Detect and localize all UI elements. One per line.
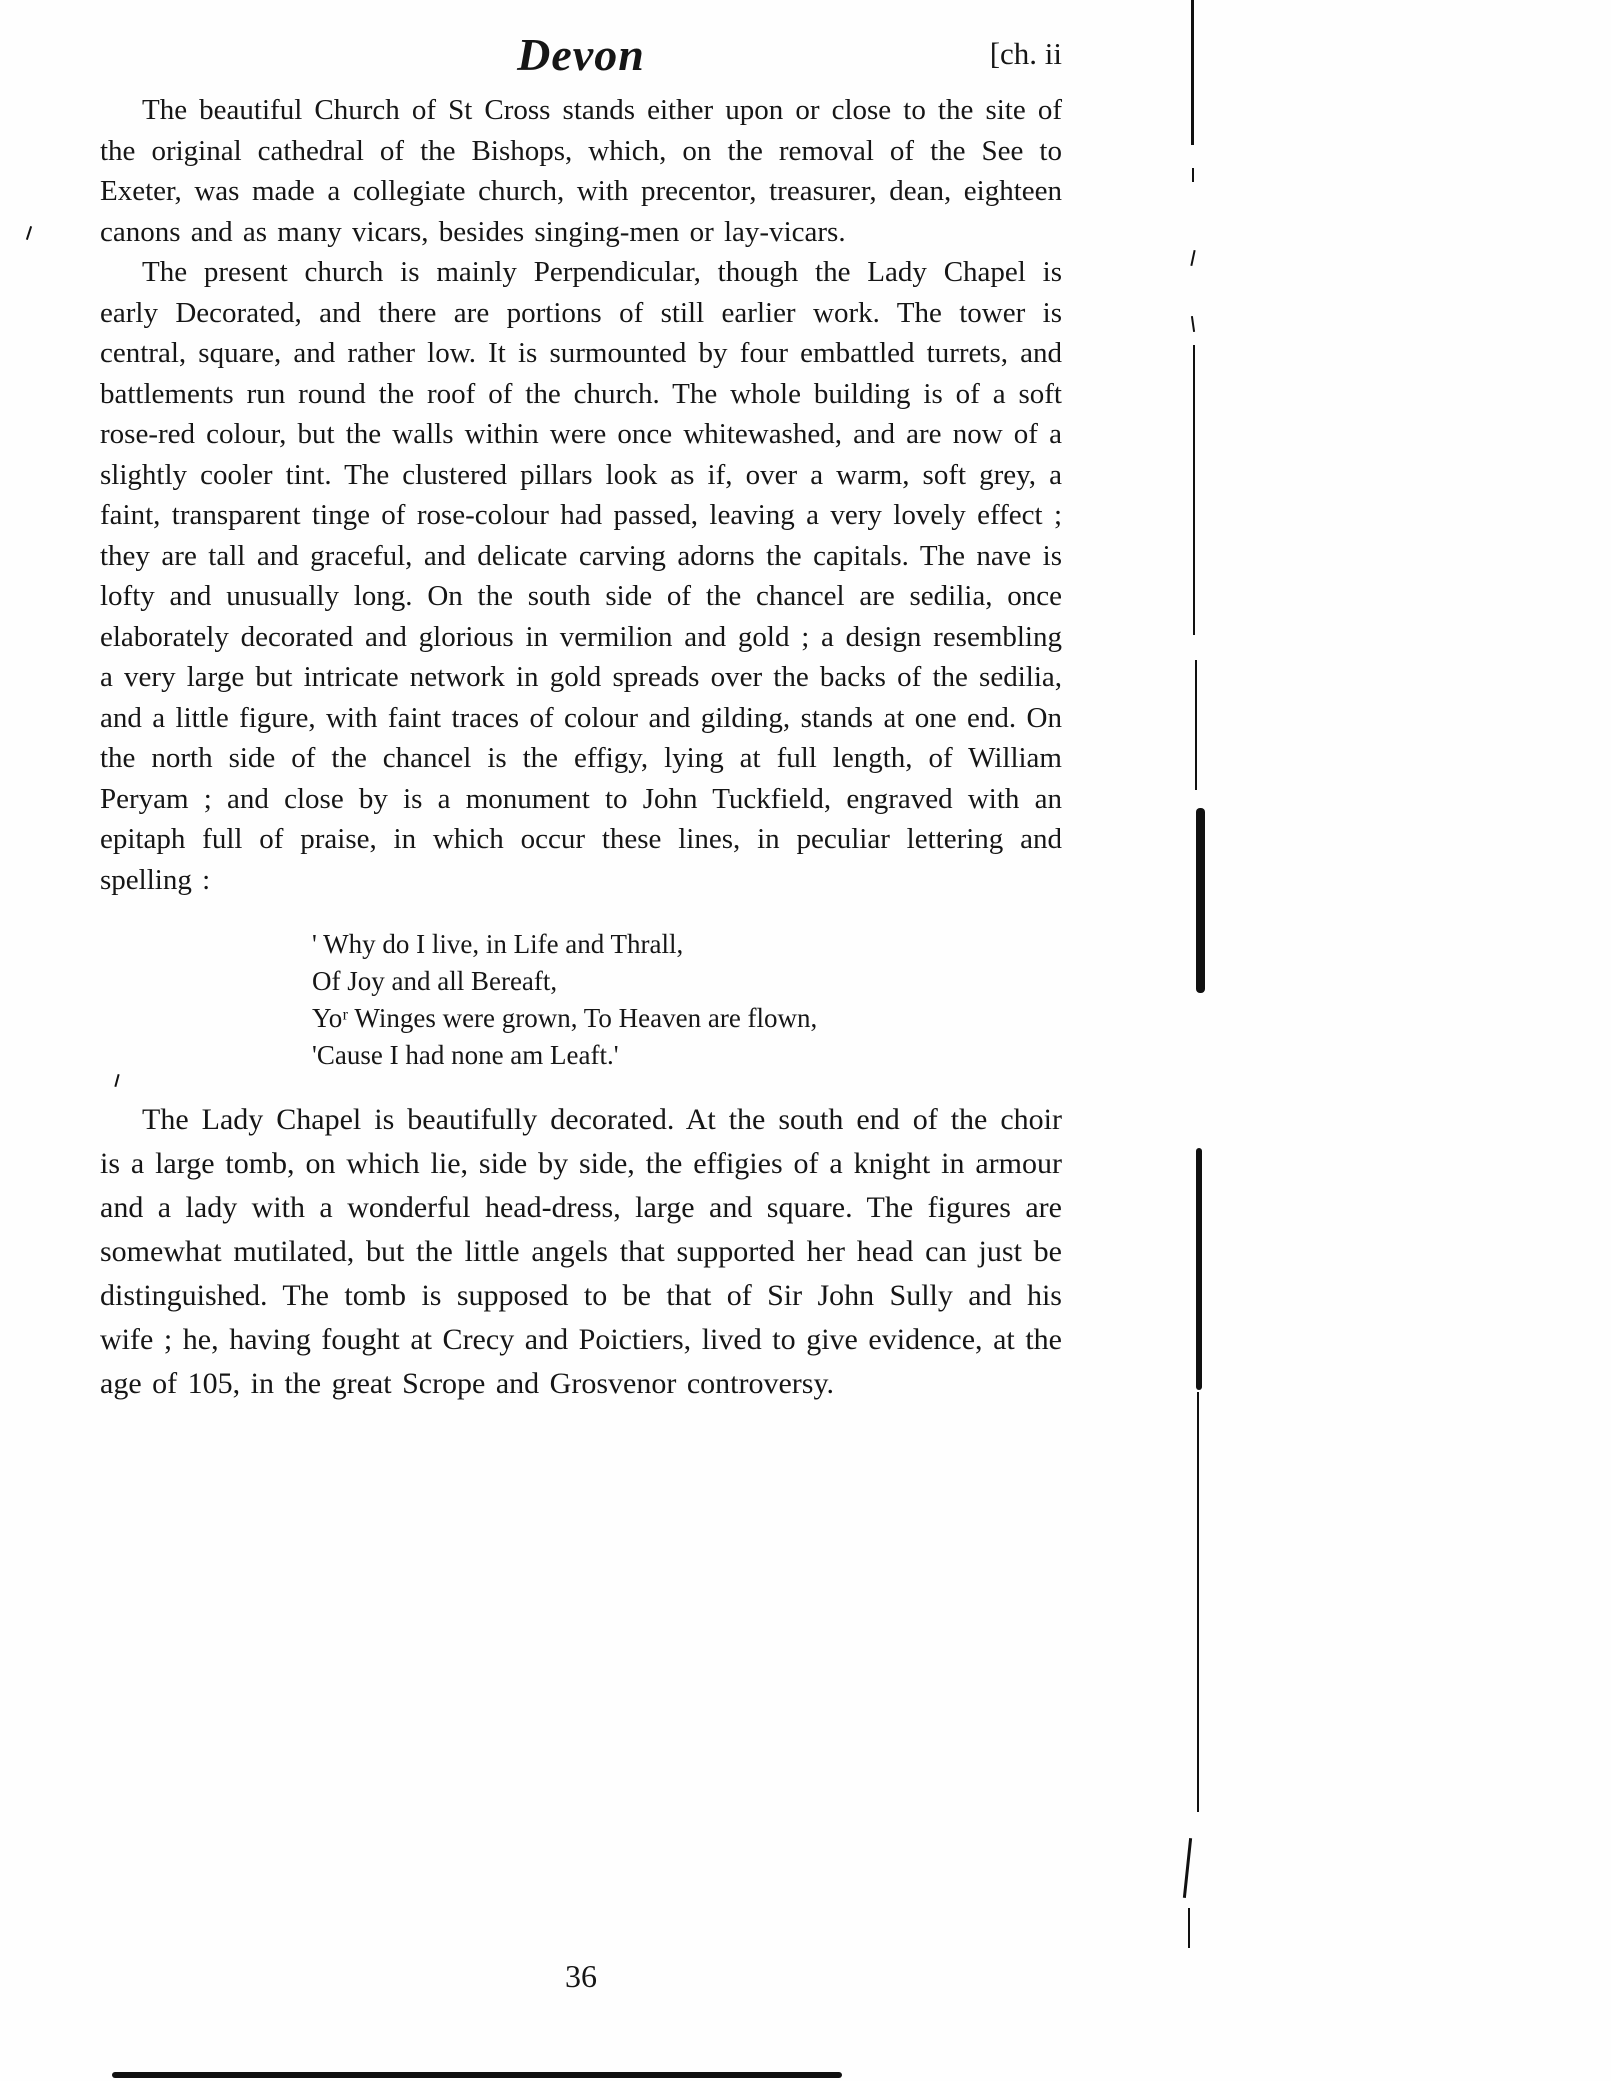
paragraph-3: The Lady Chapel is beautifully decorated. At the south end of the choir is a large tomb, on which lie, side by side, the effigies of a knight in armour and a lady with a wonderful head-dress, large and square. The figures are somewhat mutilated, but the little angels that supported her head can just be distinguished. The tomb is supposed to be that of Sir John Sully and his wife ; he, having fought at Crecy and Poictiers, lived to give evidence, at the age of 105, in the great Scrope and Grosvenor controversy. [100,1103,1062,1400]
scan-artifact-mark [1192,168,1194,182]
paragraph-2: The present church is mainly Perpendicular, though the Lady Chapel is early Decorated, and there are portions of still earlier work. The tower is central, square, and rather low. It is surmounted by four embattled turrets, and battlements run round the roof of the church. The whole building is of a soft rose-red colour, but the walls within were once whitewashed, and are now of a slightly cooler tint. The clustered pillars look as if, over a warm, soft grey, a faint, transparent tinge of rose-colour had passed, leaving a very lovely effect ; they are tall and graceful, and delicate carving adorns the capitals. The nave is lofty and unusually long. On the south side of the chancel are sedilia, once elaborately decorated and glorious in vermilion and gold ; a design resembling a very large but intricate network in gold spreads over the backs of the sedilia, and a little figure, with faint traces of colour and gilding, stands at one end. On the north side of the chancel is the effigy, lying at full length, of William Peryam ; and close by is a monument to John Tuckfield, engraved with an epitaph full of praise, in which occur these lines, in peculiar lettering and spelling : [100,256,1062,896]
scan-artifact-mark [1191,316,1195,332]
quote-line-2: Of Joy and all Bereaft, [312,966,558,996]
page-header-chapter: [ch. ii [989,36,1062,71]
scan-artifact-blot [1196,1148,1202,1390]
scan-artifact-line [1197,1392,1199,1812]
text-column [100,28,1062,1406]
quote-line-4: 'Cause I had none am Leaft.' [312,1040,619,1070]
scan-artifact-mark [26,226,32,240]
scan-artifact-mark [1183,1838,1192,1898]
scan-artifact-line [1191,0,1194,145]
scan-artifact-line [112,2072,842,2078]
scan-artifact-mark [1188,1908,1190,1948]
quote-line-3: Yoʳ Winges were grown, To Heaven are flown, [312,1003,818,1033]
scan-artifact-mark [1190,250,1195,266]
paragraph-1: The beautiful Church of St Cross stands either upon or close to the site of the original cathedral of the Bishops, which, on the removal of the See to Exeter, was made a collegiate church, with precentor, treasurer, dean, eighteen canons and as many vicars, besides singing-men or lay-vicars. [100,94,1062,248]
body-text [100,90,1062,1406]
scan-artifact-line [1193,345,1195,635]
running-header [100,28,1062,90]
quote-line-1: ' Why do I live, in Life and Thrall, [312,929,684,959]
scan-artifact-blot [1196,808,1205,993]
page-number: 36 [565,1958,597,1994]
page-header-title: Devon [517,29,645,80]
epitaph-quote [312,926,1062,1074]
scan-artifact-line [1195,660,1197,790]
